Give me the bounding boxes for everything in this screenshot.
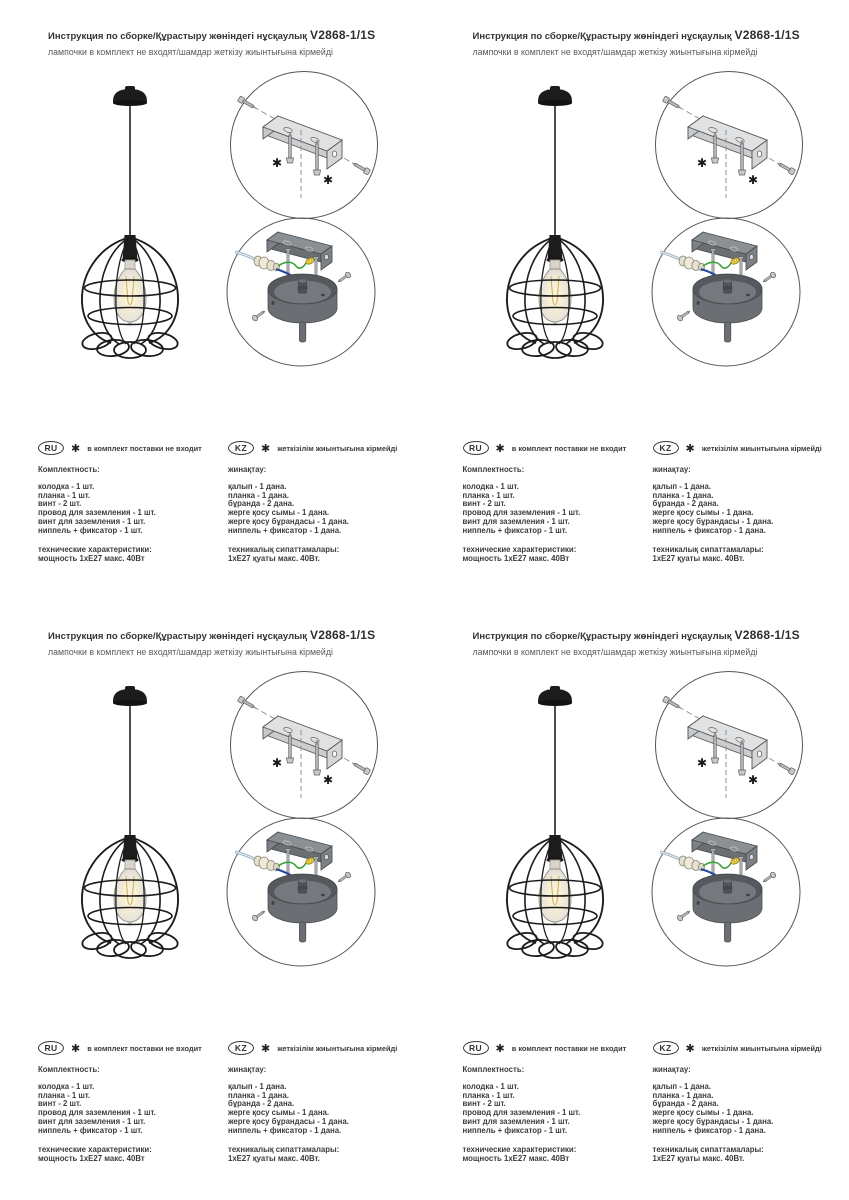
kz-heading: жинақтау: <box>228 1065 267 1074</box>
list-item: планка - 1 дана. <box>228 1090 289 1100</box>
screw-shaft <box>339 875 347 881</box>
bulb-base <box>550 260 560 270</box>
kz-section <box>228 1040 420 1163</box>
loose-screw-left <box>676 309 691 322</box>
list-item: планка - 1 дана. <box>652 490 714 500</box>
list-item: қалып - 1 дана. <box>228 482 287 491</box>
ru-badge: RU <box>38 1041 64 1055</box>
ru-heading: Комплектность: <box>38 1065 100 1074</box>
ru-parts-list <box>38 483 222 535</box>
flange-hole <box>749 854 753 859</box>
loose-screw-right <box>336 271 351 284</box>
panel-subtitle: лампочки в комплект не входят/шамдар жеткізу жиынтығына кірмейді <box>472 647 758 657</box>
list-item: винт - 2 шт. <box>462 499 506 509</box>
instruction-panel <box>425 600 849 1200</box>
kz-specs: 1хЕ27 қуаты макс. 40Вт. <box>228 554 320 564</box>
instruction-panel <box>0 600 425 1200</box>
kz-specs-heading: техникалық сипаттамалары: <box>228 1145 340 1155</box>
screw-shaft <box>681 911 689 917</box>
cable-nipple-hub <box>722 879 732 893</box>
ring-terminal-hole <box>309 259 311 261</box>
list-item: винт - 2 шт. <box>38 1099 82 1109</box>
hub-top <box>299 879 307 883</box>
list-item: бұранда - 2 дана. <box>652 1099 719 1109</box>
ru-section <box>463 440 647 563</box>
title-text: Инструкция по сборке/Құрастыру жөніндегі нұсқаулық <box>48 31 307 42</box>
ground-wire <box>703 862 731 868</box>
list-item: винт для заземления - 1 шт. <box>462 516 570 526</box>
panel-title <box>48 628 408 642</box>
edison-bulb <box>114 260 146 325</box>
asterisk-mark: ✱ <box>747 773 758 787</box>
panel-header <box>473 28 833 57</box>
suspension-cable <box>129 705 131 835</box>
petal-loops <box>81 330 180 358</box>
list-item: қалып - 1 дана. <box>652 1082 711 1091</box>
ceiling-cup <box>693 874 762 942</box>
loose-screw-left <box>676 909 691 922</box>
screw-shaft <box>779 163 790 171</box>
kz-badge-row <box>228 1040 420 1056</box>
screw-head <box>286 158 293 163</box>
mains-cable-core <box>660 252 680 259</box>
list-item: колодка - 1 шт. <box>38 482 95 491</box>
panel-title <box>473 628 833 642</box>
ring-terminal-hole <box>734 259 736 261</box>
list-item: ниппель + фиксатор - 1 шт. <box>38 525 143 535</box>
kz-specs: 1хЕ27 қуаты макс. 40Вт. <box>228 1154 320 1164</box>
screw-shaft <box>256 911 264 917</box>
ru-specs-heading: технические характеристики: <box>462 545 577 555</box>
loose-screw-right <box>761 871 776 884</box>
ceiling-canopy <box>538 686 572 706</box>
screw-shaft <box>681 311 689 317</box>
kz-specs: 1хЕ27 қуаты макс. 40Вт. <box>652 554 745 564</box>
list-item: ниппель + фиксатор - 1 дана. <box>652 1125 766 1135</box>
ru-heading: Комплектность: <box>462 1065 525 1074</box>
wall-screw-right <box>776 760 795 775</box>
ru-badge-row <box>38 440 222 456</box>
list-item: бұранда - 2 дана. <box>652 499 719 509</box>
ru-badge-row <box>38 1040 222 1056</box>
mains-cable-core <box>660 852 680 859</box>
screw-shaft <box>289 136 292 158</box>
ru-heading: Комплектность: <box>462 465 525 474</box>
screw-shaft <box>764 275 772 281</box>
list-item: планка - 1 шт. <box>462 1090 515 1100</box>
list-item: ниппель + фиксатор - 1 шт. <box>462 1125 568 1135</box>
ru-section <box>38 1040 222 1163</box>
bulb-base <box>550 860 560 870</box>
kz-badge: KZ <box>653 1041 679 1055</box>
screw-shaft <box>355 163 366 171</box>
flange-hole <box>325 254 329 259</box>
ru-badge: RU <box>463 441 489 455</box>
ceiling-canopy <box>538 86 572 106</box>
list-item: бұранда - 2 дана. <box>228 1099 295 1109</box>
cup-hole <box>272 301 275 305</box>
kz-badge-row <box>228 440 420 456</box>
hub-top <box>723 879 731 883</box>
ru-specs-heading: технические характеристики: <box>38 545 152 555</box>
asterisk-mark: ✱ <box>685 441 695 455</box>
screw-shaft <box>289 736 292 758</box>
flange-hole <box>325 854 329 859</box>
loose-screw-right <box>761 271 776 284</box>
ru-badge: RU <box>38 441 64 455</box>
kz-parts-list <box>653 1083 845 1135</box>
kz-note: жеткізілім жиынтығына кірмейді <box>701 443 822 453</box>
title-text: Инструкция по сборке/Құрастыру жөніндегі нұсқаулық <box>472 31 732 42</box>
asterisk-mark: ✱ <box>322 173 334 187</box>
edison-bulb <box>539 260 571 325</box>
cable-nipple-hub <box>722 279 732 293</box>
kz-specs-heading: техникалық сипаттамалары: <box>652 545 764 555</box>
flange-hole <box>332 751 336 757</box>
list-item: жерге қосу бұрандасы - 1 дана. <box>652 1116 774 1126</box>
ring-terminal-hole <box>734 859 736 861</box>
bracket-mounting-diagram <box>229 70 379 220</box>
panel-subtitle: лампочки в комплект не входят/шамдар жеткізу жиынтығына кірмейді <box>48 647 333 657</box>
hub-nut <box>297 886 307 890</box>
list-item: провод для заземления - 1 шт. <box>462 508 581 518</box>
list-item: қалып - 1 дана. <box>228 1082 287 1091</box>
ru-specs: мощность 1хЕ27 макс. 40Вт <box>462 1154 570 1164</box>
screw-shaft <box>339 275 347 281</box>
edison-bulb <box>539 860 571 925</box>
ceiling-cup <box>268 274 337 342</box>
model-number: V2868-1/1S <box>734 28 800 42</box>
screw-shaft <box>243 700 254 708</box>
bracket-mounting-diagram <box>654 670 804 820</box>
pendant-lamp-drawing <box>55 80 215 380</box>
kz-section <box>228 440 420 563</box>
ground-wire <box>278 262 306 268</box>
kz-heading: жинақтау: <box>652 1065 691 1074</box>
asterisk-mark: ✱ <box>261 441 271 455</box>
ceiling-canopy <box>113 686 147 706</box>
suspension-cable <box>554 105 556 235</box>
pendant-lamp-drawing <box>55 680 215 980</box>
loose-screw-left <box>251 909 266 922</box>
panel-header <box>48 28 408 57</box>
ru-section <box>38 440 222 563</box>
ru-note: в комплект поставки не входит <box>511 443 627 453</box>
asterisk-mark: ✱ <box>71 1041 81 1055</box>
screw-head <box>738 770 745 775</box>
ru-parts-list <box>463 483 647 535</box>
screw-head <box>711 758 718 763</box>
hub-nut <box>722 886 732 890</box>
ceiling-cup <box>268 874 337 942</box>
cup-hole <box>272 901 275 905</box>
loose-screw-right <box>336 871 351 884</box>
ceiling-canopy <box>113 86 147 106</box>
list-item: колодка - 1 шт. <box>462 1082 519 1091</box>
kz-note: жеткізілім жиынтығына кірмейді <box>277 443 398 453</box>
cable-stem <box>299 322 305 342</box>
list-item: винт - 2 шт. <box>38 499 82 509</box>
list-item: планка - 1 шт. <box>462 490 515 500</box>
ru-specs-heading: технические характеристики: <box>38 1145 152 1155</box>
kz-parts-list <box>228 1083 420 1135</box>
suspension-cable <box>129 105 131 235</box>
cable-stem <box>724 922 730 942</box>
instruction-panel <box>425 0 849 600</box>
hub-top <box>723 279 731 283</box>
screw-head <box>286 758 293 763</box>
asterisk-mark: ✱ <box>696 756 707 770</box>
list-item: жерге қосу бұрандасы - 1 дана. <box>652 516 774 526</box>
list-item: винт - 2 шт. <box>462 1099 506 1109</box>
list-item: винт для заземления - 1 шт. <box>462 1116 570 1126</box>
kz-section <box>653 440 845 563</box>
screw-shaft <box>667 700 678 708</box>
ru-note: в комплект поставки не входит <box>87 1043 202 1053</box>
ru-badge: RU <box>463 1041 489 1055</box>
terminal-block <box>254 856 280 871</box>
cup-hole <box>696 301 699 305</box>
ru-specs-heading: технические характеристики: <box>462 1145 577 1155</box>
bulb-base <box>125 860 135 870</box>
ring-terminal-hole <box>309 859 311 861</box>
canopy-wiring-diagram <box>225 816 377 968</box>
cup-hole <box>746 294 750 297</box>
kz-badge: KZ <box>653 441 679 455</box>
model-number: V2868-1/1S <box>310 28 376 42</box>
hub-nut <box>722 286 732 290</box>
flange-hole <box>332 151 336 157</box>
canopy-wiring-diagram <box>650 216 802 368</box>
cable-stem <box>299 922 305 942</box>
pendant-lamp-drawing <box>480 680 640 980</box>
panel-header <box>473 628 833 657</box>
list-item: винт для заземления - 1 шт. <box>38 516 146 526</box>
ru-parts-list <box>463 1083 647 1135</box>
title-text: Инструкция по сборке/Құрастыру жөніндегі нұсқаулық <box>472 631 732 642</box>
list-item: жерге қосу сымы - 1 дана. <box>228 1108 330 1118</box>
kz-heading: жинақтау: <box>228 465 267 474</box>
canopy-wiring-diagram <box>225 216 377 368</box>
flange-hole <box>757 751 761 757</box>
ru-section <box>463 1040 647 1163</box>
bracket-mounting-diagram <box>654 70 804 220</box>
list-item: планка - 1 дана. <box>228 490 289 500</box>
screw-head <box>711 158 718 163</box>
screw-shaft <box>711 850 713 876</box>
panel-subtitle: лампочки в комплект не входят/шамдар жеткізу жиынтығына кірмейді <box>472 47 758 57</box>
ground-wire <box>703 262 731 268</box>
list-item: провод для заземления - 1 шт. <box>38 1108 156 1118</box>
list-item: ниппель + фиксатор - 1 дана. <box>228 525 342 535</box>
cable-nipple-hub <box>297 879 307 893</box>
kz-badge: KZ <box>228 441 254 455</box>
cup-hole <box>746 894 750 897</box>
list-item: жерге қосу сымы - 1 дана. <box>652 508 754 518</box>
kz-specs-heading: техникалық сипаттамалары: <box>652 1145 764 1155</box>
cable-stem <box>724 322 730 342</box>
screw-shaft <box>287 250 289 276</box>
ru-badge-row <box>463 1040 647 1056</box>
mains-cable-core <box>235 252 255 259</box>
flange-hole <box>757 151 761 157</box>
panel-header <box>48 628 408 657</box>
pendant-lamp-drawing <box>480 80 640 380</box>
asterisk-mark: ✱ <box>271 156 283 170</box>
list-item: провод для заземления - 1 шт. <box>462 1108 581 1118</box>
screw-head <box>313 170 320 175</box>
loose-screw-left <box>251 309 266 322</box>
kz-specs-heading: техникалық сипаттамалары: <box>228 545 340 555</box>
list-item: бұранда - 2 дана. <box>228 499 295 509</box>
asterisk-mark: ✱ <box>495 441 505 455</box>
list-item: колодка - 1 шт. <box>462 482 519 491</box>
hub-nut <box>297 286 307 290</box>
screw-shaft <box>256 311 264 317</box>
asterisk-mark: ✱ <box>322 773 334 787</box>
cable-nipple-hub <box>297 279 307 293</box>
canopy-wiring-diagram <box>650 816 802 968</box>
cup-hole <box>321 894 325 897</box>
hub-top <box>299 279 307 283</box>
list-item: ниппель + фиксатор - 1 шт. <box>462 525 568 535</box>
ru-heading: Комплектность: <box>38 465 100 474</box>
panel-title <box>48 28 408 42</box>
ru-badge-row <box>463 440 647 456</box>
screw-shaft <box>287 850 289 876</box>
panel-title <box>473 28 833 42</box>
list-item: қалып - 1 дана. <box>652 482 711 491</box>
terminal-block <box>254 256 280 271</box>
asterisk-mark: ✱ <box>271 756 283 770</box>
cup-hole <box>696 901 699 905</box>
model-number: V2868-1/1S <box>734 628 800 642</box>
title-text: Инструкция по сборке/Құрастыру жөніндегі нұсқаулық <box>48 631 307 642</box>
screw-shaft <box>243 100 254 108</box>
ru-specs: мощность 1хЕ27 макс. 40Вт <box>38 1154 145 1164</box>
list-item: жерге қосу бұрандасы - 1 дана. <box>228 1116 349 1126</box>
kz-badge-row <box>653 1040 845 1056</box>
list-item: планка - 1 шт. <box>38 1090 91 1100</box>
kz-note: жеткізілім жиынтығына кірмейді <box>701 1043 822 1053</box>
kz-specs: 1хЕ27 қуаты макс. 40Вт. <box>652 1154 745 1164</box>
kz-badge: KZ <box>228 1041 254 1055</box>
screw-shaft <box>764 875 772 881</box>
screw-shaft <box>355 763 366 771</box>
bulb-base <box>125 260 135 270</box>
kz-section <box>653 1040 845 1163</box>
petal-loops <box>81 930 180 958</box>
wall-screw-right <box>351 760 370 775</box>
asterisk-mark: ✱ <box>696 156 707 170</box>
ground-wire <box>278 862 306 868</box>
flange-hole <box>749 254 753 259</box>
edison-bulb <box>114 860 146 925</box>
instruction-panel <box>0 0 425 600</box>
ru-specs: мощность 1хЕ27 макс. 40Вт <box>462 554 570 564</box>
model-number: V2868-1/1S <box>310 628 376 642</box>
list-item: колодка - 1 шт. <box>38 1082 95 1091</box>
asterisk-mark: ✱ <box>261 1041 271 1055</box>
terminal-block <box>679 256 705 271</box>
screw-shaft <box>713 136 716 158</box>
asterisk-mark: ✱ <box>747 173 758 187</box>
screw-head <box>313 770 320 775</box>
kz-heading: жинақтау: <box>652 465 691 474</box>
list-item: провод для заземления - 1 шт. <box>38 508 156 518</box>
ru-note: в комплект поставки не входит <box>87 443 202 453</box>
screw-shaft <box>667 100 678 108</box>
asterisk-mark: ✱ <box>685 1041 695 1055</box>
suspension-cable <box>554 705 556 835</box>
mains-cable-core <box>235 852 255 859</box>
asterisk-mark: ✱ <box>71 441 81 455</box>
list-item: планка - 1 шт. <box>38 490 91 500</box>
ru-note: в комплект поставки не входит <box>511 1043 627 1053</box>
list-item: жерге қосу бұрандасы - 1 дана. <box>228 516 349 526</box>
screw-shaft <box>713 736 716 758</box>
list-item: жерге қосу сымы - 1 дана. <box>228 508 330 518</box>
screw-shaft <box>711 250 713 276</box>
kz-note: жеткізілім жиынтығына кірмейді <box>277 1043 398 1053</box>
bracket-mounting-diagram <box>229 670 379 820</box>
wall-screw-right <box>776 160 795 175</box>
screw-head <box>738 170 745 175</box>
wall-screw-right <box>351 160 370 175</box>
ru-specs: мощность 1хЕ27 макс. 40Вт <box>38 554 145 564</box>
list-item: жерге қосу сымы - 1 дана. <box>652 1108 754 1118</box>
petal-loops <box>505 930 604 958</box>
list-item: ниппель + фиксатор - 1 дана. <box>652 525 766 535</box>
list-item: ниппель + фиксатор - 1 дана. <box>228 1125 342 1135</box>
kz-badge-row <box>653 440 845 456</box>
list-item: винт для заземления - 1 шт. <box>38 1116 146 1126</box>
list-item: ниппель + фиксатор - 1 шт. <box>38 1125 143 1135</box>
panel-subtitle: лампочки в комплект не входят/шамдар жеткізу жиынтығына кірмейді <box>48 47 333 57</box>
ru-parts-list <box>38 1083 222 1135</box>
terminal-block <box>679 856 705 871</box>
list-item: планка - 1 дана. <box>652 1090 714 1100</box>
cup-hole <box>321 294 325 297</box>
petal-loops <box>505 330 604 358</box>
screw-shaft <box>779 763 790 771</box>
kz-parts-list <box>653 483 845 535</box>
ceiling-cup <box>693 274 762 342</box>
asterisk-mark: ✱ <box>495 1041 505 1055</box>
kz-parts-list <box>228 483 420 535</box>
